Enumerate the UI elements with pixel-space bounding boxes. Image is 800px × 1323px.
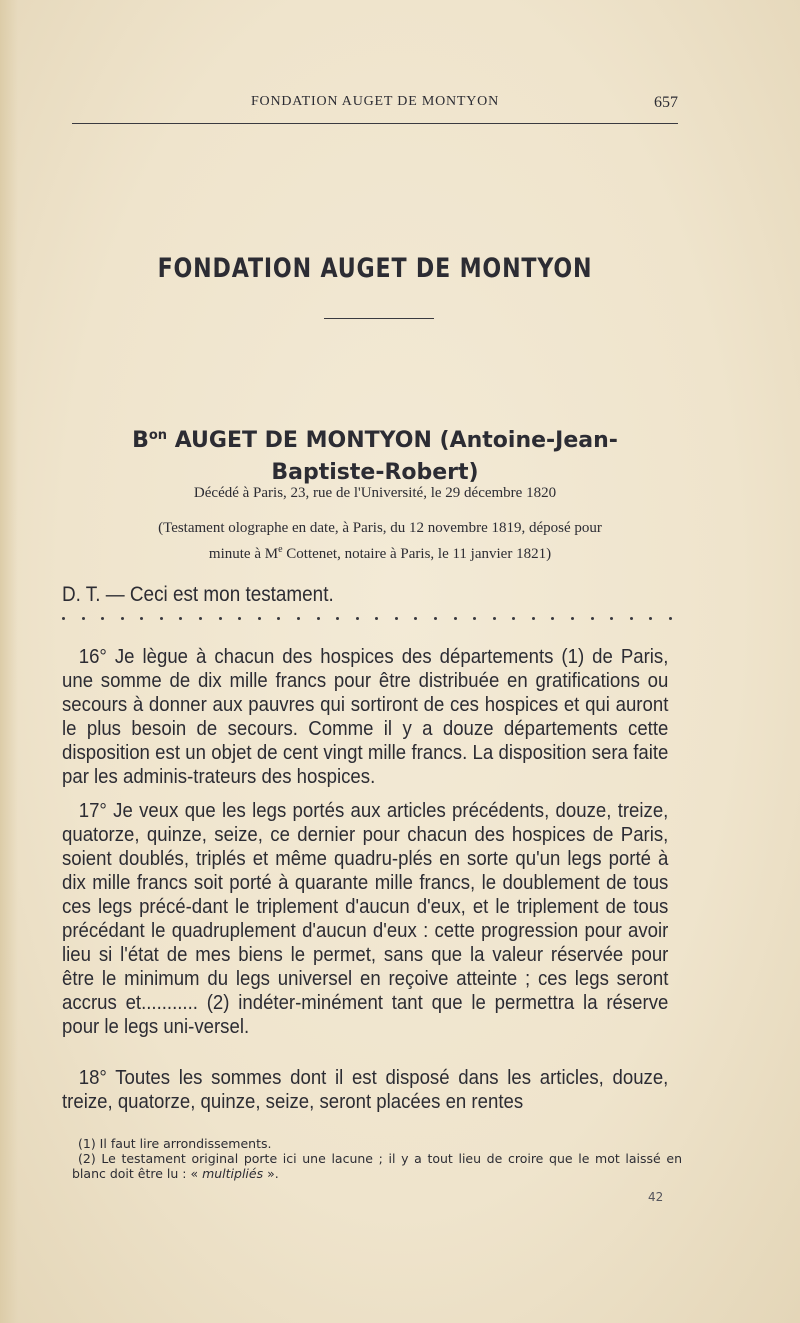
footnote-1: (1) Il faut lire arrondissements. <box>78 1136 272 1151</box>
page-edge-shadow <box>0 0 18 1323</box>
header-rule <box>72 123 678 124</box>
article-16: 16° Je lègue à chacun des hospices des départements (1) de Paris, une somme de dix mille francs pour être distribuée en gratifications ou secours à donner aux pauvres qui sortiront de ces hospices et qui auront le plus besoin de secours. Comme il y a douze départements cette disposition est un objet de cent vingt mille francs. La disposition sera faite par les adminis-trateurs des hospices. <box>62 646 669 788</box>
article-18: 18° Toutes les sommes dont il est disposé dans les articles, douze, treize, quatorze, quinze, seize, seront placées en rentes <box>62 1067 669 1113</box>
name-line-1: AUGET DE MONTYON (Antoine-Jean- <box>167 428 618 453</box>
testament-note-line-2a: minute à M <box>208 546 279 562</box>
testament-note-sup: e <box>278 544 283 555</box>
ellipsis-row <box>62 617 672 620</box>
title-rule <box>324 318 434 319</box>
footnote-2-text-a: (2) Le testament original porte ici une lacune ; il y a tout lieu de croire que le mot laissé en blanc doit être lu : « <box>72 1151 682 1181</box>
testament-note-line-1: (Testament olographe en date, à Paris, du 12 novembre 1819, déposé pour <box>158 520 602 536</box>
person-name <box>90 420 660 489</box>
page-title: FONDATION AUGET DE MONTYON <box>157 253 593 284</box>
footnotes <box>72 1136 682 1181</box>
opening-line: D. T. — Ceci est mon testament. <box>62 583 334 606</box>
name-prefix-sup: on <box>148 428 168 443</box>
running-title: FONDATION AUGET DE MONTYON <box>250 94 500 109</box>
page-number: 657 <box>654 94 678 111</box>
testament-note-line-2b: Cottenet, notaire à Paris, le 11 janvier 1821) <box>282 546 552 562</box>
signature-mark: 42 <box>648 1190 664 1204</box>
article-17: 17° Je veux que les legs portés aux articles précédents, douze, treize, quatorze, quinze, seize, ce dernier pour chacun des hospices de Paris, soient doublés, triplés et même quadru-plés en sorte qu'un legs porté à dix mille francs soit porté à quarante mille francs, le doublement de tous ces legs précé-dant le triplement d'aucun d'eux, et le triplement de tous précédant le quadruplement d'aucun d'eux : cette progression pour avoir lieu si l'état de mes biens le permet, sans que la valeur réservée pour être le minimum du legs universel en reçoive atteinte ; ces legs seront accrus et........... (2) indéter-minément tant que le permettra la réserve pour le legs uni-versel. <box>62 800 669 1038</box>
name-line-2: Baptiste-Robert) <box>271 460 479 485</box>
footnote-2-emphasis: multipliés <box>202 1166 264 1181</box>
death-line: Décédé à Paris, 23, rue de l'Université, le 29 décembre 1820 <box>193 485 557 501</box>
footnote-2 <box>72 1151 682 1181</box>
testament-note <box>60 517 700 565</box>
name-prefix: B <box>132 428 149 453</box>
footnote-2-text-b: ». <box>263 1166 279 1181</box>
running-head <box>72 94 678 114</box>
